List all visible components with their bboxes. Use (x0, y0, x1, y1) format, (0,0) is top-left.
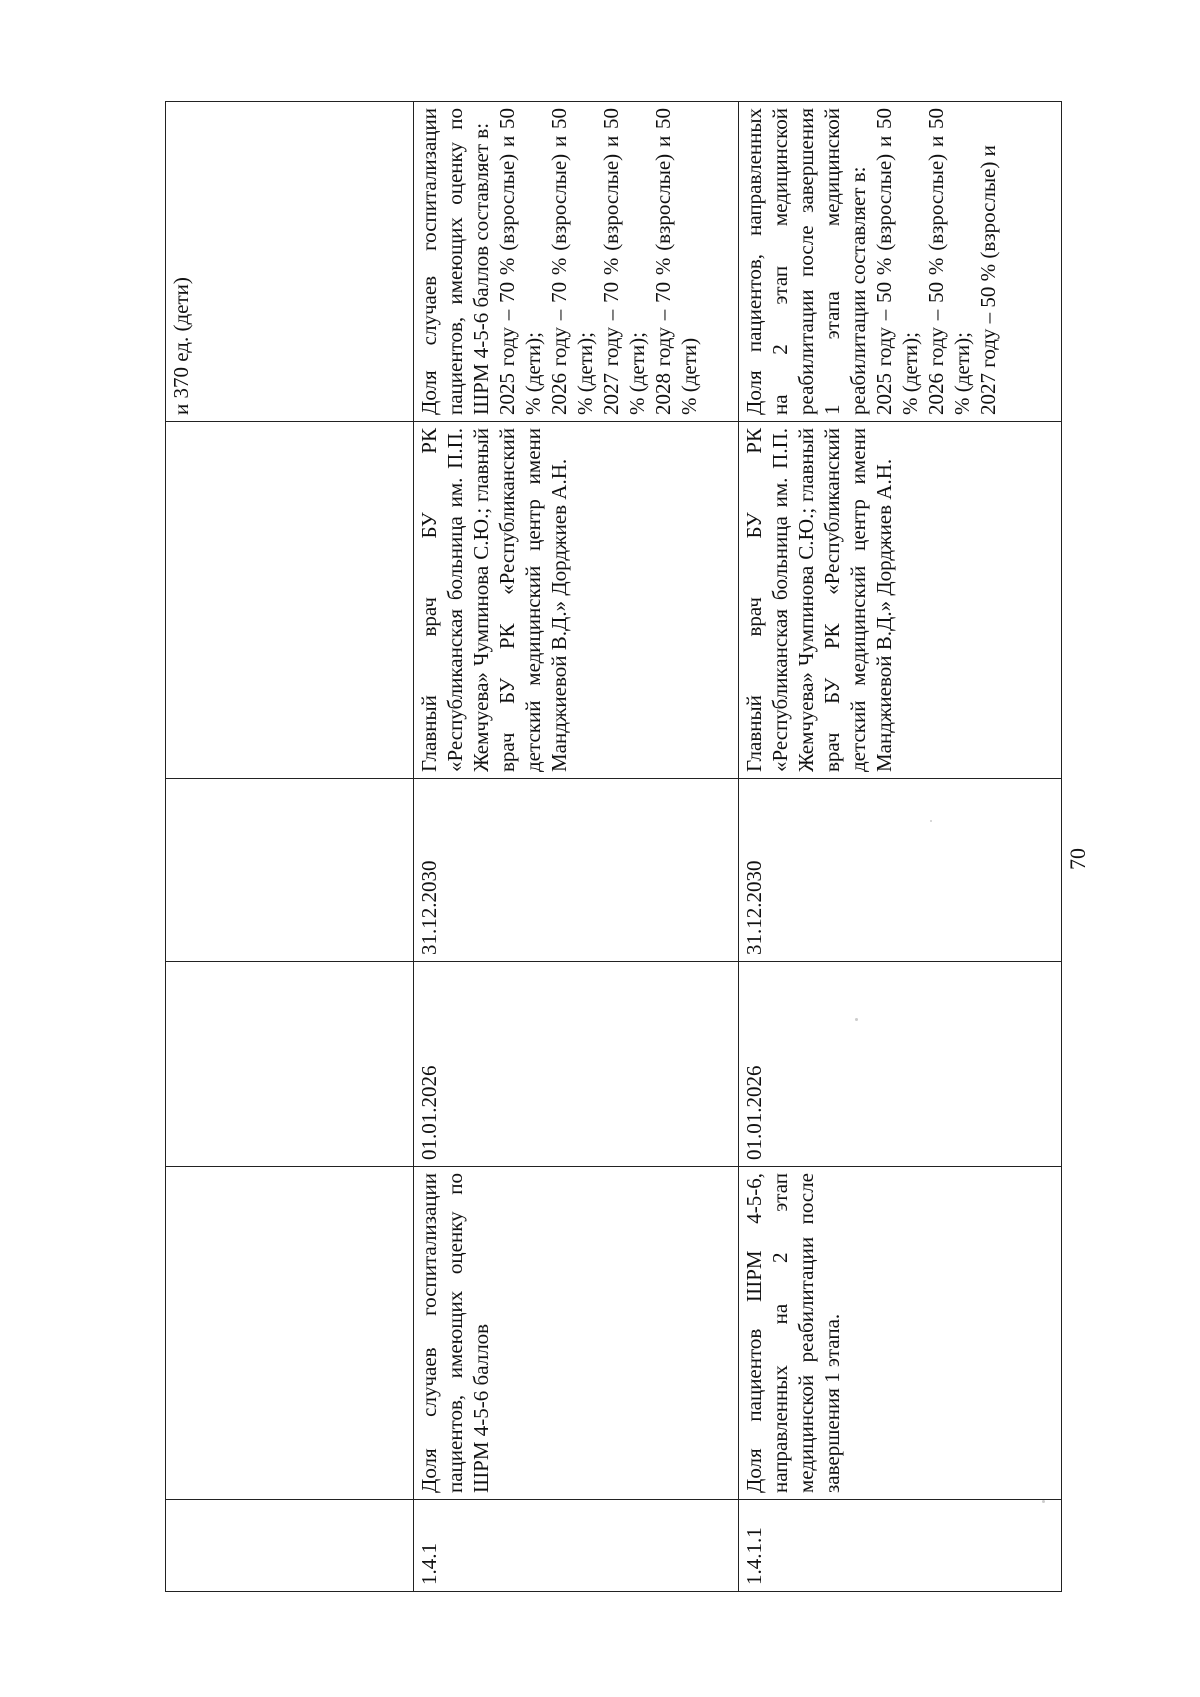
table-row (739, 102, 1062, 1592)
result-line: 2026 году – 70 % (взрослые) и 50 % (дети); (547, 108, 597, 415)
scan-speck (855, 1018, 858, 1021)
cell-responsible: Главный врач БУ РК «Республиканская больница им. П.П. Жемчуева» Чумпинова С.Ю.; главный врач БУ РК «Республиканский детский медицинский центр имени Манджиевой В.Д.» Дорджиев А.Н. (414, 422, 739, 779)
cell-end-date: 31.12.2030 (739, 779, 1062, 962)
cell-number: 1.4.1.1 (739, 1500, 1062, 1592)
result-line: Доля случаев госпитализации пациентов, имеющих оценку по ШРМ 4-5-6 баллов составляет в: (417, 108, 493, 415)
cell-result (414, 102, 739, 422)
cell-result (739, 102, 1062, 422)
cell-start-date: 01.01.2026 (739, 962, 1062, 1167)
result-line: Доля пациентов, направленных на 2 этап медицинской реабилитации после завершения 1 этапа медицинской реабилитации составляет в: (742, 108, 870, 415)
cell-end-date (166, 779, 414, 962)
cell-number (166, 1500, 414, 1592)
cell-name (166, 1167, 414, 1500)
cell-responsible: Главный врач БУ РК «Республиканская больница им. П.П. Жемчуева» Чумпинова С.Ю.; главный врач БУ РК «Республиканский детский медицинский центр имени Манджиевой В.Д.» Дорджиев А.Н. (739, 422, 1062, 779)
result-line: 2026 году – 50 % (взрослые) и 50 % (дети); (924, 108, 974, 415)
result-line: 2025 году – 50 % (взрослые) и 50 % (дети); (872, 108, 922, 415)
scan-speck (1042, 1500, 1045, 1503)
cell-result (166, 102, 414, 422)
cell-responsible (166, 422, 414, 779)
cell-name: Доля пациентов ШРМ 4-5-6, направленных на 2 этап медицинской реабилитации после завершения 1 этапа. (739, 1167, 1062, 1500)
page-number: 70 (1065, 848, 1090, 870)
result-line: 2028 году – 70 % (взрослые) и 50 % (дети) (651, 108, 701, 415)
plan-table (165, 101, 1062, 1592)
cell-number: 1.4.1 (414, 1500, 739, 1592)
result-line: 2027 году – 70 % (взрослые) и 50 % (дети); (599, 108, 649, 415)
cell-end-date: 31.12.2030 (414, 779, 739, 962)
table-row-continuation (166, 102, 414, 1592)
scan-speck (930, 820, 932, 822)
cell-name: Доля случаев госпитализации пациентов, имеющих оценку по ШРМ 4-5-6 баллов (414, 1167, 739, 1500)
cell-start-date: 01.01.2026 (414, 962, 739, 1167)
table-row (414, 102, 739, 1592)
result-text: и 370 ед. (дети) (169, 277, 193, 415)
cell-start-date (166, 962, 414, 1167)
result-line: 2025 году – 70 % (взрослые) и 50 % (дети); (495, 108, 545, 415)
result-line: 2027 году – 50 % (взрослые) и (976, 145, 1000, 415)
